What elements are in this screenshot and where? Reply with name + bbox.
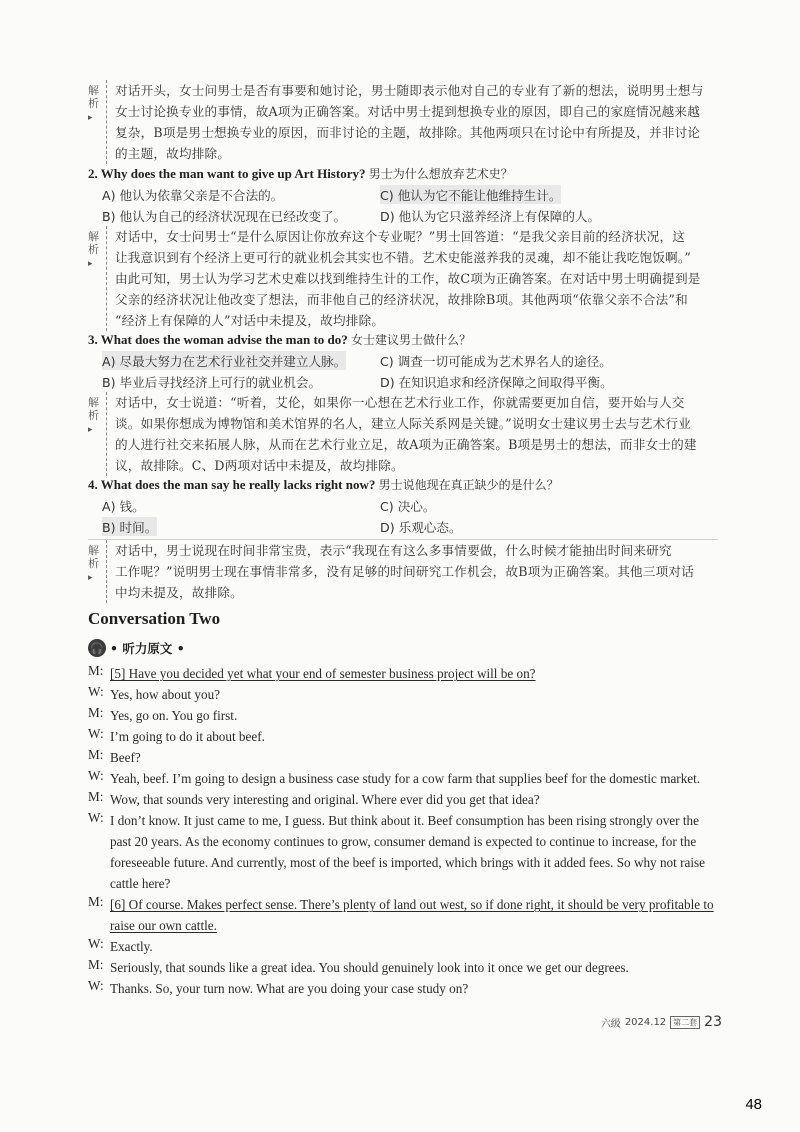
- speaker-label: W:: [88, 936, 104, 951]
- utterance-line: I’m going to do it about beef.: [110, 729, 265, 744]
- option-c: C) 调查一切可能成为艺术界名人的途径。: [380, 354, 612, 369]
- utterance: [110, 810, 722, 894]
- speaker-label: W:: [88, 810, 104, 825]
- page-footer: [601, 1014, 722, 1030]
- explanation-tag: 解析▸: [88, 84, 99, 123]
- text-line: 谈。如果你想成为博物馆和美术馆界的名人，建立人际关系网是关键。”说明女士建议男士去与艺术行业: [115, 416, 692, 431]
- speaker-label: M:: [88, 747, 104, 762]
- explanation-tag: 解析▸: [88, 396, 99, 435]
- underlined-text: [6] Of course. Makes perfect sense. There’s plenty of land out west, so if done right, it should be very profitable to: [110, 897, 714, 912]
- page-number: 48: [745, 1096, 762, 1113]
- utterance-line: [110, 915, 722, 936]
- option-c: C) 决心。: [380, 499, 436, 514]
- question-title: 2. Why does the man want to give up Art History? 男士为什么想放弃艺术史？: [88, 166, 513, 181]
- utterance: [110, 663, 722, 684]
- utterance-line: past 20 years. As the economy continues to grow, consumer demand is expected to continue to increase, for the: [110, 834, 697, 849]
- underlined-text: raise our own cattle.: [110, 918, 217, 933]
- explanation-tag: 解析▸: [88, 544, 99, 583]
- utterance-line: foreseeable future. And currently, most of the beef is imported, which brings with it added fees. So why not raise: [110, 855, 705, 870]
- text-line: 工作呢？”说明男士现在事情非常多，没有足够的时间研究工作机会，故B项为正确答案。其他三项对话: [115, 564, 695, 579]
- option-b: B) 他认为自己的经济状况现在已经改变了。: [102, 209, 347, 224]
- explanation-text: [106, 540, 727, 603]
- section-title: Conversation Two: [88, 609, 221, 628]
- option-b: B) 时间。: [102, 517, 157, 536]
- speaker-label: M:: [88, 789, 104, 804]
- utterance-line: Thanks. So, your turn now. What are you doing your case study on?: [110, 981, 469, 996]
- explanation-block-3: [88, 392, 718, 478]
- utterance: [110, 684, 722, 705]
- speaker-label: M:: [88, 663, 104, 678]
- utterance: [110, 747, 722, 768]
- option-a: A) 尽最大努力在艺术行业社交并建立人脉。: [102, 351, 346, 370]
- text-line: 对话中，女士问男士“是什么原因让你放弃这个专业呢？”男士回答道：“是我父亲目前的经济状况，这: [115, 229, 686, 244]
- explanation-tag: 解析▸: [88, 230, 99, 269]
- speaker-label: W:: [88, 684, 104, 699]
- speaker-label: M:: [88, 705, 104, 720]
- text-line: 议，故排除。C、D两项对话中未提及，故均排除。: [115, 458, 404, 473]
- explanation-block-1: [88, 80, 718, 166]
- text-line: “经济上有保障的人”对话中未提及，故均排除。: [115, 313, 385, 328]
- option-a: A) 他认为依靠父亲是不合法的。: [102, 188, 284, 203]
- text-line: 女士讨论换专业的事情，故A项为正确答案。对话中男士提到想换专业的原因，即自己的家庭情况越来越: [115, 104, 701, 119]
- transcript-label: • 听力原文 •: [110, 641, 185, 656]
- text-line: 由此可知，男士认为学习艺术史难以找到维持生计的工作，故C项为正确答案。在对话中男士明确提到是: [115, 271, 701, 286]
- utterance: [110, 789, 722, 810]
- utterance: [110, 957, 722, 978]
- option-d: D) 他认为它只滋养经济上有保障的人。: [380, 209, 601, 224]
- text-line: 对话中，女士说道：“听着，艾伦，如果你一心想在艺术行业工作，你就需要更加自信，要开始与人交: [115, 395, 685, 410]
- text-line: 让我意识到有个经济上更可行的就业机会其实也不错。艺术史能滋养我的灵魂，却不能让我吃饱饭啊。”: [115, 250, 692, 265]
- text-line: 对话开头，女士问男士是否有事要和她讨论，男士随即表示他对自己的专业有了新的想法，说明男士想与: [115, 83, 704, 98]
- utterance: [110, 936, 722, 957]
- utterance-line: [110, 663, 722, 684]
- text-line: 复杂，B项是男士想换专业的原因，而非讨论的主题，故排除。其他两项只在讨论中有所提及，并非讨论: [115, 125, 701, 140]
- utterance: [110, 894, 722, 936]
- speaker-label: M:: [88, 894, 104, 909]
- utterance-line: Beef?: [110, 750, 141, 765]
- text-line: 中均未提及，故排除。: [115, 585, 243, 600]
- text-line: 的人进行社交来拓展人脉，从而在艺术行业立足，故A项为正确答案。B项是男士的想法，而非女士的建: [115, 437, 697, 452]
- footer-page-number: 23: [704, 1014, 722, 1030]
- magazine-name: 六级: [600, 1018, 621, 1030]
- explanation-block-4: [88, 540, 718, 606]
- option-c: C) 他认为它不能让他维持生计。: [380, 185, 561, 204]
- transcript-badge: [88, 638, 185, 658]
- explanation-block-2: [88, 226, 718, 332]
- utterance-line: Yes, how about you?: [110, 687, 221, 702]
- headphone-icon: 🎧: [88, 639, 106, 657]
- speaker-label: W:: [88, 768, 104, 783]
- utterance-line: I don’t know. It just came to me, I guess. But think about it. Beef consumption has been rising strongly over the: [110, 813, 699, 828]
- explanation-text: [106, 80, 727, 164]
- explanation-text: [106, 226, 727, 331]
- option-d: D) 在知识追求和经济保障之间取得平衡。: [380, 375, 613, 390]
- speaker-label: W:: [88, 726, 104, 741]
- issue-date: 2024.12: [624, 1016, 667, 1028]
- text-line: 的主题，故均排除。: [115, 146, 231, 161]
- speaker-label: M:: [88, 957, 104, 972]
- option-d: D) 乐观心态。: [380, 520, 462, 535]
- underlined-text: [5] Have you decided yet what your end of semester business project will be on?: [110, 666, 536, 681]
- utterance-line: Exactly.: [110, 939, 153, 954]
- option-b: B) 毕业后寻找经济上可行的就业机会。: [102, 375, 322, 390]
- question-title: 3. What does the woman advise the man to do? 女士建议男士做什么？: [88, 332, 472, 347]
- text-line: 父亲的经济状况让他改变了想法，而非他自己的经济状况，故排除B项。其他两项“依靠父亲不合法”和: [115, 292, 688, 307]
- utterance: [110, 705, 722, 726]
- question-title: 4. What does the man say he really lacks right now? 男士说他现在真正缺少的是什么？: [88, 477, 559, 492]
- utterance-line: Seriously, that sounds like a great idea. You should genuinely look into it once we get our degrees.: [110, 960, 629, 975]
- issue-label: 第二套: [670, 1016, 700, 1029]
- utterance: [110, 768, 722, 789]
- option-a: A) 钱。: [102, 499, 145, 514]
- explanation-text: [106, 392, 727, 476]
- speaker-label: W:: [88, 978, 104, 993]
- utterance-line: Wow, that sounds very interesting and original. Where ever did you get that idea?: [110, 792, 540, 807]
- utterance-line: [110, 894, 722, 915]
- utterance: [110, 978, 722, 999]
- utterance-line: Yes, go on. You go first.: [110, 708, 238, 723]
- utterance-line: cattle here?: [110, 876, 171, 891]
- text-line: 对话中，男士说现在时间非常宝贵，表示“我现在有这么多事情要做，什么时候才能抽出时间来研究: [115, 543, 672, 558]
- utterance-line: Yeah, beef. I’m going to design a business case study for a cow farm that supplies beef for the domestic market.: [110, 771, 701, 786]
- utterance: [110, 726, 722, 747]
